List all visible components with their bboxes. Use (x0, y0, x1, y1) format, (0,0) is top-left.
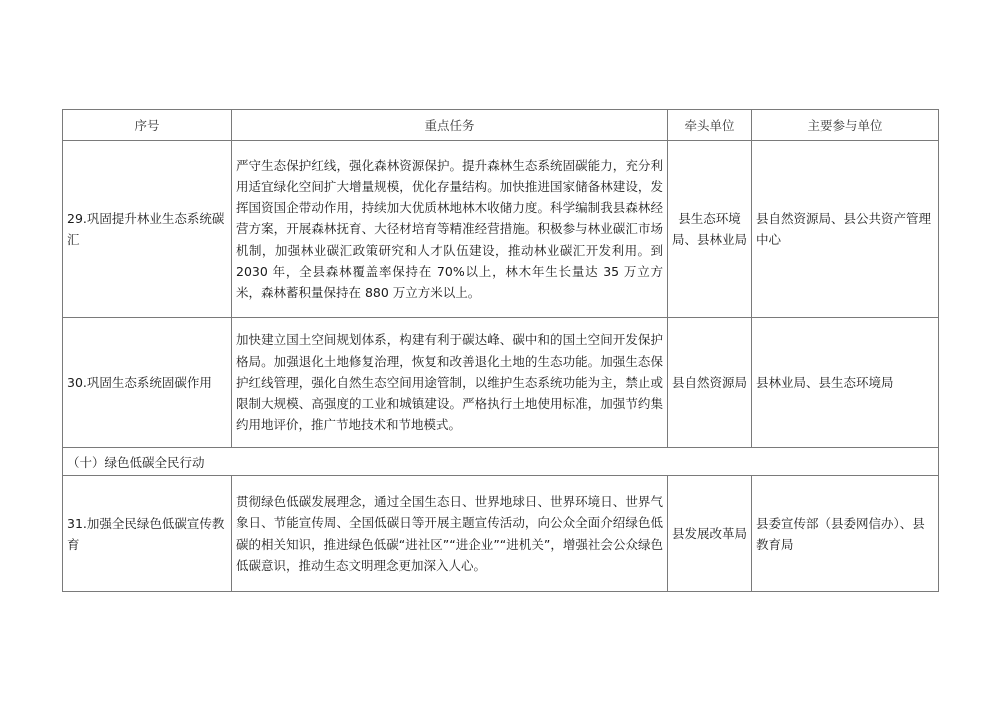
row-participants: 县自然资源局、县公共资产管理中心 (752, 141, 939, 318)
table-row (63, 476, 939, 592)
row-participants: 县委宣传部（县委网信办）、县教育局 (752, 476, 939, 592)
row-lead: 县自然资源局 (668, 318, 752, 448)
table-row (63, 141, 939, 318)
header-no: 序号 (63, 110, 232, 141)
header-task: 重点任务 (232, 110, 668, 141)
row-task: 加快建立国土空间规划体系，构建有利于碳达峰、碳中和的国土空间开发保护格局。加强退化土地修复治理，恢复和改善退化土地的生态功能。加强生态保护红线管理，强化自然生态空间用途管制，以维护生态系统功能为主，禁止或限制大规模、高强度的工业和城镇建设。严格执行土地使用标准，加强节约集约用地评价，推广节地技术和节地模式。 (232, 318, 668, 448)
row-participants: 县林业局、县生态环境局 (752, 318, 939, 448)
row-no: 29.巩固提升林业生态系统碳汇 (63, 141, 232, 318)
row-no: 30.巩固生态系统固碳作用 (63, 318, 232, 448)
header-lead: 牵头单位 (668, 110, 752, 141)
row-no: 31.加强全民绿色低碳宣传教育 (63, 476, 232, 592)
row-task: 严守生态保护红线，强化森林资源保护。提升森林生态系统固碳能力，充分利用适宜绿化空间扩大增量规模，优化存量结构。加快推进国家储备林建设，发挥国资国企带动作用，持续加大优质林地林木收储力度。科学编制我县森林经营方案，开展森林抚育、大径材培育等精准经营措施。积极参与林业碳汇市场机制，加强林业碳汇政策研究和人才队伍建设，推动林业碳汇开发利用。到 2030 年，全县森林覆盖率保持在 70%以上，林木年生长量达 35 万立方米，森林蓄积量保持在 880 万立方米以上。 (232, 141, 668, 318)
header-participants: 主要参与单位 (752, 110, 939, 141)
section-row (63, 448, 939, 476)
task-table (62, 109, 939, 592)
section-title: （十）绿色低碳全民行动 (63, 448, 939, 476)
row-lead: 县发展改革局 (668, 476, 752, 592)
table-row (63, 318, 939, 448)
row-lead: 县生态环境局、县林业局 (668, 141, 752, 318)
row-task: 贯彻绿色低碳发展理念，通过全国生态日、世界地球日、世界环境日、世界气象日、节能宣传周、全国低碳日等开展主题宣传活动，向公众全面介绍绿色低碳的相关知识，推进绿色低碳“进社区”“进企业”“进机关”，增强社会公众绿色低碳意识，推动生态文明理念更加深入人心。 (232, 476, 668, 592)
table-header-row (63, 110, 939, 141)
